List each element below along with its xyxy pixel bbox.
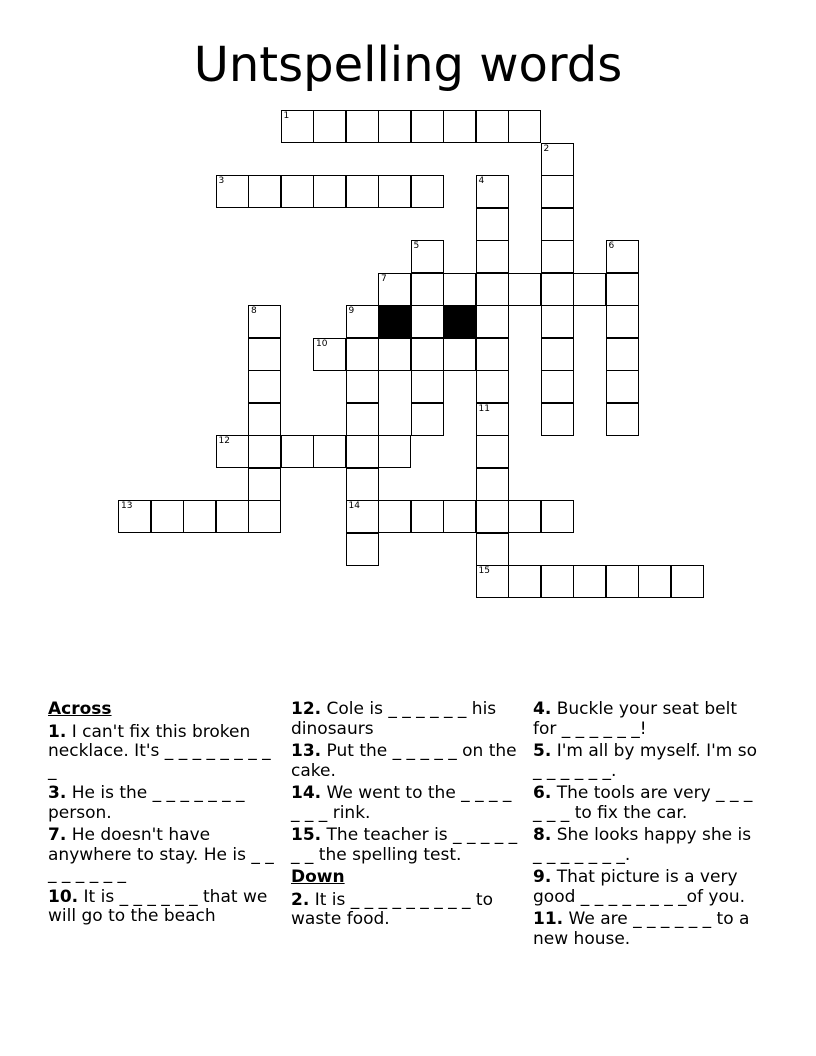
clue-number-label: 14	[348, 501, 360, 511]
crossword-cell[interactable]	[541, 500, 574, 533]
crossword-cell[interactable]	[541, 175, 574, 208]
crossword-cell[interactable]	[378, 273, 411, 306]
clue-text: He doesn't have anywhere to stay. He is _ _ _ _ _ _ _ _	[48, 825, 274, 884]
crossword-cell[interactable]	[508, 565, 541, 598]
clue-text: I'm all by myself. I'm so _ _ _ _ _ _.	[533, 741, 758, 781]
crossword-cell[interactable]	[638, 565, 671, 598]
clue-number-label: 12	[218, 436, 230, 446]
clue-number-label: 13	[121, 501, 133, 511]
clue-number-label: 10	[316, 338, 328, 349]
clues-column-3	[533, 700, 763, 952]
across-clue-1	[48, 723, 278, 782]
crossword-cell[interactable]	[606, 240, 639, 273]
down-clue-11	[533, 910, 763, 949]
clue-text: He is the _ _ _ _ _ _ _ person.	[48, 783, 245, 823]
clue-text: That picture is a very good _ _ _ _ _ _ _ _of you.	[533, 867, 746, 907]
crossword-cell[interactable]	[541, 208, 574, 241]
crossword-cell[interactable]	[411, 403, 444, 436]
clue-text: The teacher is _ _ _ _ _ _ _ the spelling test.	[291, 825, 518, 865]
clue-text: Buckle your seat belt for _ _ _ _ _ _!	[533, 699, 737, 739]
crossword-cell[interactable]	[606, 403, 639, 436]
clue-text: I can't fix this broken necklace. It's _ _ _ _ _ _ _ _ _	[48, 721, 271, 781]
crossword-cell[interactable]	[508, 500, 541, 533]
crossword-cell[interactable]	[151, 500, 184, 533]
crossword-cell[interactable]	[346, 305, 379, 338]
clue-text: Cole is _ _ _ _ _ _ his dinosaurs	[291, 699, 497, 739]
crossword-cell[interactable]	[541, 240, 574, 273]
across-clue-14	[291, 784, 521, 823]
down-clue-8	[533, 826, 763, 865]
crossword-cell[interactable]	[476, 500, 509, 533]
crossword-cell[interactable]	[508, 273, 541, 306]
crossword-cell[interactable]	[573, 565, 606, 598]
crossword-cell[interactable]	[606, 273, 639, 306]
crossword-cell[interactable]	[411, 500, 444, 533]
clue-number: 12.	[291, 699, 322, 719]
crossword-cell[interactable]	[216, 175, 249, 208]
crossword-cell[interactable]	[313, 435, 346, 468]
crossword-cell[interactable]	[411, 110, 444, 143]
crossword-cell[interactable]	[248, 370, 281, 403]
across-clue-15	[291, 826, 521, 865]
crossword-cell[interactable]	[443, 338, 476, 371]
crossword-cell[interactable]	[118, 500, 151, 533]
across-clue-12	[291, 700, 521, 739]
crossword-cell[interactable]	[476, 240, 509, 273]
crossword-cell[interactable]	[378, 110, 411, 143]
crossword-cell[interactable]	[216, 500, 249, 533]
page-title: Untspelling words	[193, 37, 623, 93]
crossword-cell[interactable]	[411, 240, 444, 273]
crossword-cell[interactable]	[476, 305, 509, 338]
crossword-cell[interactable]	[248, 175, 281, 208]
down-clue-6	[533, 784, 763, 823]
crossword-cell[interactable]	[346, 370, 379, 403]
crossword-cell[interactable]	[216, 435, 249, 468]
crossword-cell[interactable]	[411, 175, 444, 208]
clue-number-label: 9	[348, 306, 355, 316]
crossword-cell[interactable]	[313, 338, 346, 371]
clue-number: 7.	[48, 825, 67, 845]
clue-number: 1.	[48, 721, 67, 742]
clue-number-label: 6	[608, 241, 615, 251]
across-heading: Across	[48, 699, 112, 719]
down-clue-4	[533, 700, 763, 739]
clue-text: It is _ _ _ _ _ _ that we will go to the beach	[48, 886, 268, 926]
across-clue-7	[48, 826, 278, 885]
crossword-cell[interactable]	[183, 500, 216, 533]
crossword-cell[interactable]	[476, 110, 509, 143]
crossword-cell[interactable]	[248, 403, 281, 436]
clue-number-label: 7	[381, 273, 387, 284]
crossword-cell[interactable]	[476, 338, 509, 371]
clues-column-1	[48, 700, 278, 930]
clue-number-label: 11	[478, 403, 490, 414]
crossword-cell[interactable]	[281, 435, 314, 468]
clue-text: The tools are very _ _ _ _ _ _ to fix the car.	[533, 783, 753, 823]
crossword-cell[interactable]	[541, 273, 574, 306]
black-square	[443, 305, 476, 338]
crossword-cell[interactable]	[346, 468, 379, 501]
across-clue-10	[48, 888, 278, 927]
crossword-cell[interactable]	[248, 338, 281, 371]
clue-text: She looks happy she is _ _ _ _ _ _ _.	[533, 825, 752, 865]
clue-number: 9.	[533, 867, 552, 887]
clue-number: 10.	[48, 886, 79, 907]
crossword-cell[interactable]	[476, 565, 509, 598]
clue-number-label: 8	[251, 306, 257, 316]
crossword-cell[interactable]	[378, 435, 411, 468]
crossword-cell[interactable]	[411, 370, 444, 403]
crossword-cell[interactable]	[443, 273, 476, 306]
crossword-cell[interactable]	[443, 500, 476, 533]
down-clue-5	[533, 742, 763, 781]
down-clue-2	[291, 891, 521, 930]
crossword-cell[interactable]	[281, 175, 314, 208]
clue-number: 6.	[533, 783, 552, 803]
crossword-cell[interactable]	[476, 533, 509, 566]
across-clue-13	[291, 742, 521, 781]
clue-number: 3.	[48, 783, 67, 803]
crossword-cell[interactable]	[476, 208, 509, 241]
clue-number-label: 4	[478, 176, 485, 186]
clue-number-label: 15	[478, 566, 490, 576]
crossword-cell[interactable]	[411, 305, 444, 338]
clue-number: 13.	[291, 741, 322, 761]
down-heading: Down	[291, 867, 345, 887]
clue-number: 14.	[291, 783, 322, 803]
clue-number: 2.	[291, 889, 310, 910]
crossword-cell[interactable]	[378, 500, 411, 533]
clue-number-label: 5	[413, 241, 420, 251]
crossword-cell[interactable]	[476, 435, 509, 468]
clue-text: It is _ _ _ _ _ _ _ _ _ to waste food.	[291, 889, 493, 929]
clues-column-2	[291, 700, 521, 933]
crossword-cell[interactable]	[606, 565, 639, 598]
black-square	[378, 305, 411, 338]
crossword-cell[interactable]	[476, 403, 509, 436]
crossword-cell[interactable]	[411, 273, 444, 306]
crossword-cell[interactable]	[541, 370, 574, 403]
crossword-cell[interactable]	[508, 110, 541, 143]
clue-number: 8.	[533, 825, 552, 845]
crossword-cell[interactable]	[443, 110, 476, 143]
clue-text: Put the _ _ _ _ _ on the cake.	[291, 741, 517, 781]
crossword-cell[interactable]	[378, 338, 411, 371]
down-clue-9	[533, 868, 763, 907]
crossword-cell[interactable]	[411, 338, 444, 371]
clue-number: 5.	[533, 741, 552, 761]
clue-number-label: 3	[218, 176, 225, 186]
clue-text: We went to the _ _ _ _ _ _ _ rink.	[291, 783, 512, 823]
clue-number-label: 2	[543, 143, 550, 154]
crossword-cell[interactable]	[573, 273, 606, 306]
crossword-cell[interactable]	[378, 175, 411, 208]
crossword-cell[interactable]	[541, 565, 574, 598]
crossword-cell[interactable]	[541, 338, 574, 371]
clue-number: 11.	[533, 909, 564, 929]
crossword-cell[interactable]	[606, 370, 639, 403]
crossword-cell[interactable]	[346, 403, 379, 436]
crossword-cell[interactable]	[346, 175, 379, 208]
crossword-cell[interactable]	[346, 533, 379, 566]
crossword-cell[interactable]	[476, 175, 509, 208]
crossword-cell[interactable]	[606, 338, 639, 371]
crossword-cell[interactable]	[346, 435, 379, 468]
crossword-cell[interactable]	[476, 273, 509, 306]
crossword-cell[interactable]	[476, 468, 509, 501]
crossword-cell[interactable]	[248, 468, 281, 501]
crossword-cell[interactable]	[541, 305, 574, 338]
crossword-cell[interactable]	[313, 175, 346, 208]
clue-number-label: 1	[283, 111, 290, 121]
crossword-cell[interactable]	[248, 500, 281, 533]
crossword-cell[interactable]	[346, 110, 379, 143]
crossword-cell[interactable]	[541, 143, 574, 176]
crossword-cell[interactable]	[248, 435, 281, 468]
crossword-cell[interactable]	[281, 110, 314, 143]
crossword-cell[interactable]	[671, 565, 704, 598]
crossword-cell[interactable]	[346, 338, 379, 371]
clue-number: 4.	[533, 699, 552, 719]
crossword-cell[interactable]	[346, 500, 379, 533]
crossword-cell[interactable]	[313, 110, 346, 143]
crossword-cell[interactable]	[606, 305, 639, 338]
crossword-cell[interactable]	[541, 403, 574, 436]
clue-text: We are _ _ _ _ _ _ to a new house.	[533, 909, 750, 949]
crossword-cell[interactable]	[248, 305, 281, 338]
crossword-cell[interactable]	[476, 370, 509, 403]
across-clue-3	[48, 784, 278, 823]
clue-number: 15.	[291, 825, 322, 845]
